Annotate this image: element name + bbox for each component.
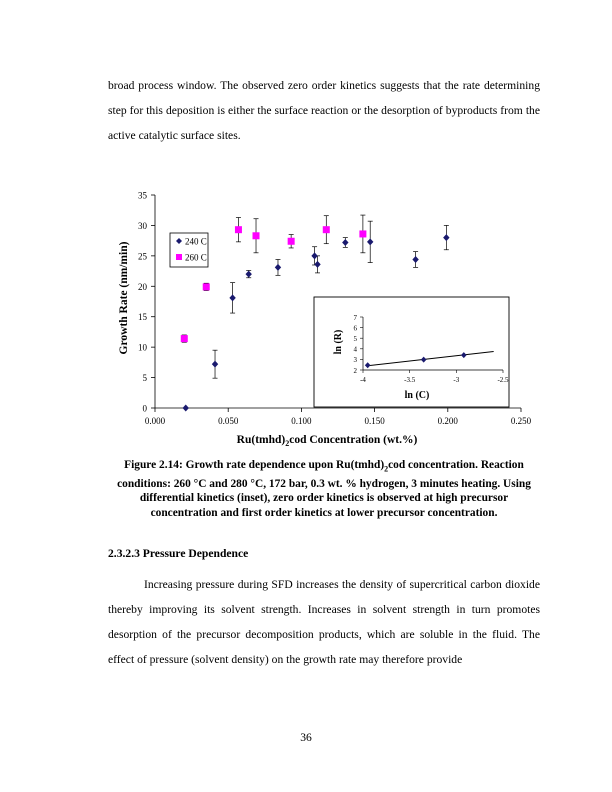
figure-caption: Figure 2.14: Growth rate dependence upon $Ru(tmhd)_2cod$ concentration. Reaction conditions: 260 °C and 280 °C, 172 bar, 0.3 wt. % hydrogen, 3 minutes heating. Using differential kinetics (inset), zero order kinetics is observed at high precursor concentration and first order kinetics at lower precursor concentration. [117,459,531,519]
data-point-240c [245,271,251,278]
paragraph-top: broad process window. The observed zero order kinetics suggests that the rate determining step for this deposition is either the surface reaction or the desorption of byproducts from the active catalytic surface sites. [108,79,540,142]
inset-y-tick-label: 2 [353,366,357,375]
data-point-240c [367,238,373,245]
inset-chart [314,297,509,407]
inset-y-tick-label: 5 [353,335,357,343]
inset-y-axis-label: ln (R) [333,329,344,355]
legend-marker-260c [176,254,182,260]
inset-x-axis-label: ln (C) [404,390,430,401]
inset-y-tick-label: 7 [353,313,357,322]
inset-y-tick-label: 4 [353,345,357,354]
data-point-260c [235,226,242,233]
x-tick-label: 0.150 [364,416,385,426]
data-point-260c [253,232,260,239]
main-x-axis-label: $Ru(tmhd)_2cod$ Concentration (wt.%) [236,434,418,448]
paragraph-bottom: Increasing pressure during SFD increases the density of supercritical carbon dioxide thereby improving its solvent strength. Increases in solvent strength in turn promotes desorption of the precursor decomposition products, which are soluble in the fluid. The effect of pressure (solvent density) on the growth rate may therefore provide [108,578,540,666]
inset-y-tick-label: 6 [353,324,357,333]
y-tick-label: 5 [142,373,147,384]
y-tick-label: 35 [138,190,147,201]
data-point-240c [275,264,281,271]
y-tick-label: 20 [138,281,147,292]
main-y-axis-label: Growth Rate (nm/min) [118,241,130,355]
x-tick-label: 0.250 [510,416,532,426]
data-point-260c [359,230,366,237]
legend-label: 260 C [185,252,207,263]
data-point-260c [323,226,330,233]
x-tick-label: 0.050 [218,416,239,426]
x-tick-label: 0.000 [144,416,166,426]
data-point-240c [342,239,348,246]
data-point-260c [181,335,188,342]
y-tick-label: 0 [142,403,147,414]
legend-label: 240 C [185,236,207,247]
data-point-240c [412,256,418,263]
inset-x-tick-label: -4 [360,376,366,384]
page-number: 36 [300,731,312,744]
data-point-240c [311,252,317,259]
y-tick-label: 30 [138,220,147,231]
section-heading: 2.3.2.3 Pressure Dependence [108,547,249,560]
data-point-240c [443,234,449,241]
y-tick-label: 25 [138,251,147,262]
legend [170,233,208,267]
inset-y-tick-label: 3 [353,356,357,365]
x-tick-label: 0.200 [437,416,458,426]
inset-x-tick-label: -3.5 [404,376,416,384]
inset-x-tick-label: -3 [453,376,460,384]
data-point-240c [212,361,218,368]
data-point-260c [288,238,295,245]
x-tick-label: 0.100 [291,416,312,426]
data-point-240c [183,405,189,412]
y-tick-label: 15 [138,312,147,323]
inset-x-tick-label: -2.5 [497,376,509,384]
y-tick-label: 10 [138,342,147,353]
data-point-240c [314,261,320,268]
data-point-240c [229,294,235,301]
data-point-260c [203,283,210,290]
